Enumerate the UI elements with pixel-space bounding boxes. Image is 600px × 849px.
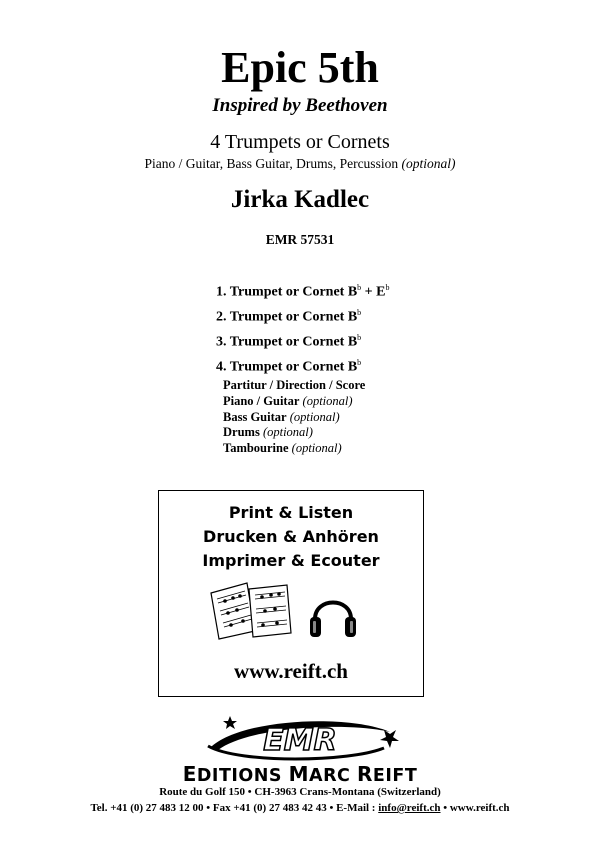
- extra-name: Tambourine: [223, 441, 289, 456]
- part-label: 3. Trumpet or Cornet B: [216, 334, 358, 350]
- part-item: [216, 328, 389, 353]
- score-subtitle: Inspired by Beethoven: [212, 95, 388, 116]
- publisher-initial: M: [288, 762, 310, 786]
- publisher-initial: E: [182, 762, 197, 786]
- emr-logo-graphic: [200, 712, 400, 762]
- accompaniment-text: Piano / Guitar, Bass Guitar, Drums, Percussion: [144, 156, 399, 171]
- accompaniment-note: (optional): [401, 156, 456, 171]
- flat-sign: b: [357, 283, 362, 292]
- parts-list: [216, 278, 389, 379]
- publisher-part: EIFT: [372, 766, 418, 786]
- part-label: 1. Trumpet or Cornet B: [216, 284, 358, 300]
- logo-text: EMR: [263, 723, 337, 758]
- extras-list: [223, 378, 365, 457]
- website-text: • www.reift.ch: [440, 802, 510, 814]
- flat-sign: b: [385, 283, 390, 292]
- instrumentation: 4 Trumpets or Cornets: [210, 131, 390, 153]
- publisher-address: Route du Golf 150 • CH-3963 Crans-Montana (Switzerland): [159, 786, 441, 798]
- flat-sign: b: [357, 358, 362, 368]
- part-extra: + E: [361, 284, 386, 300]
- part-label: 2. Trumpet or Cornet B: [216, 309, 358, 325]
- promo-url: www.reift.ch: [234, 659, 348, 683]
- accompaniment: [0, 156, 600, 172]
- extra-item: [223, 441, 365, 457]
- extra-note: (optional): [291, 441, 342, 456]
- print-listen-box: [158, 490, 424, 697]
- tel-fax: Tel. +41 (0) 27 483 12 00 • Fax +41 (0) 27 483 42 43 • E-Mail :: [90, 802, 379, 814]
- extra-name: Drums: [223, 425, 260, 440]
- part-item: [216, 278, 389, 303]
- extra-note: (optional): [289, 409, 340, 424]
- promo-line-en: Print & Listen: [228, 503, 354, 522]
- email-link[interactable]: info@reift.ch: [378, 802, 441, 814]
- extra-name: Bass Guitar: [223, 409, 287, 424]
- extra-item: [223, 410, 365, 426]
- publisher-contact: [0, 802, 600, 814]
- part-item: [216, 303, 389, 328]
- publisher-part: ARC: [309, 766, 357, 786]
- score-title: Epic 5th: [221, 43, 379, 92]
- extra-name: Piano / Guitar: [223, 393, 300, 408]
- publisher-initial: R: [357, 762, 373, 786]
- emr-logo: [200, 712, 400, 767]
- extra-item: [223, 425, 365, 441]
- extra-note: (optional): [302, 393, 353, 408]
- extra-note: (optional): [262, 425, 313, 440]
- promo-line-de: Drucken & Anhören: [203, 527, 379, 546]
- extra-item: [223, 394, 365, 410]
- publisher-part: DITIONS: [196, 766, 289, 786]
- extra-item: [223, 378, 365, 394]
- composer-name: Jirka Kadlec: [230, 186, 370, 213]
- extra-name: Partitur / Direction / Score: [223, 378, 366, 392]
- headphones-icon: [307, 587, 359, 643]
- part-label: 4. Trumpet or Cornet B: [216, 360, 358, 376]
- promo-line-fr: Imprimer & Ecouter: [202, 551, 380, 570]
- flat-sign: b: [357, 333, 362, 343]
- edition-number: EMR 57531: [265, 232, 335, 247]
- part-item: [216, 353, 389, 378]
- publisher-name: [0, 762, 600, 786]
- sheet-music-icon: [207, 579, 297, 641]
- flat-sign: b: [357, 308, 362, 318]
